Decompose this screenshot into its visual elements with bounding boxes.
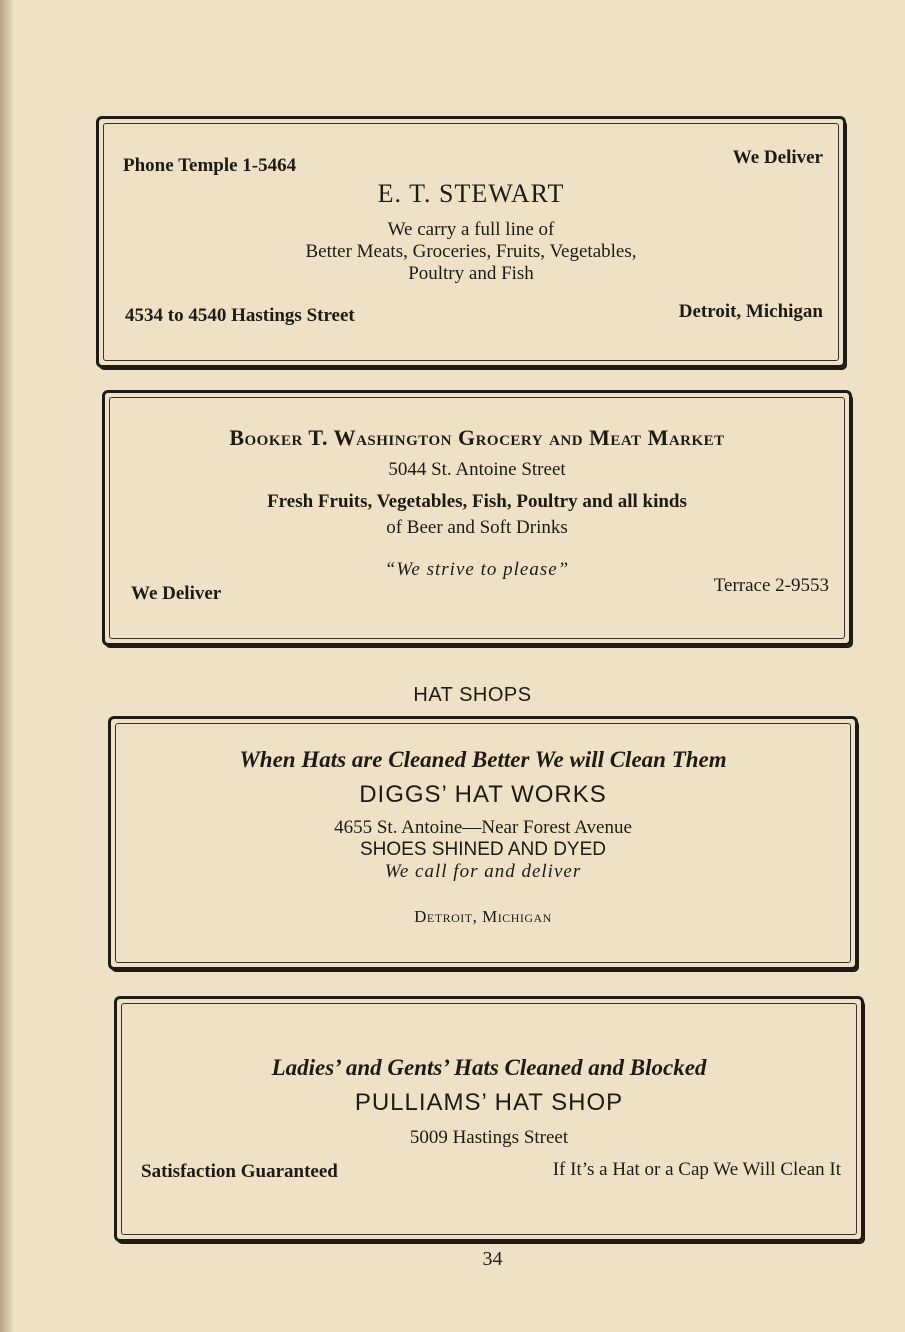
pulliams-ad xyxy=(114,996,864,1242)
pulliams-promise: If It’s a Hat or a Cap We Will Clean It xyxy=(552,1159,841,1180)
diggs-name: DIGGS’ HAT WORKS xyxy=(359,781,607,808)
pulliams-address: 5009 Hastings Street xyxy=(409,1127,569,1148)
stewart-phone: Phone Temple 1-5464 xyxy=(123,155,297,176)
booker-ad xyxy=(102,390,852,646)
diggs-city: Detroit, Michigan xyxy=(414,907,552,926)
stewart-name: E. T. STEWART xyxy=(377,179,565,208)
pulliams-slogan: Ladies’ and Gents’ Hats Cleaned and Blocked xyxy=(271,1055,707,1080)
section-heading: HAT SHOPS xyxy=(413,684,532,706)
page-binding-edge xyxy=(0,0,14,1332)
booker-line2: of Beer and Soft Drinks xyxy=(386,517,568,538)
stewart-line3: Poultry and Fish xyxy=(408,263,534,284)
booker-phone: Terrace 2-9553 xyxy=(713,575,829,596)
diggs-address: 4655 St. Antoine—Near Forest Avenue xyxy=(334,817,632,838)
booker-line1: Fresh Fruits, Vegetables, Fish, Poultry and all kinds xyxy=(267,491,687,512)
booker-name: Booker T. Washington Grocery and Meat Market xyxy=(229,425,725,450)
stewart-address: 4534 to 4540 Hastings Street xyxy=(125,305,355,326)
stewart-line1: We carry a full line of xyxy=(387,219,555,240)
diggs-ad xyxy=(108,716,858,970)
page-number: 34 xyxy=(482,1248,503,1270)
pulliams-name: PULLIAMS’ HAT SHOP xyxy=(354,1089,624,1116)
stewart-line2: Better Meats, Groceries, Fruits, Vegetables, xyxy=(305,241,637,262)
stewart-ad xyxy=(96,116,846,368)
booker-deliver: We Deliver xyxy=(131,583,222,604)
pulliams-guarantee: Satisfaction Guaranteed xyxy=(141,1161,338,1182)
stewart-deliver: We Deliver xyxy=(732,147,823,168)
booker-motto: “We strive to please” xyxy=(384,559,570,580)
booker-address: 5044 St. Antoine Street xyxy=(388,459,566,480)
diggs-call: We call for and deliver xyxy=(384,861,582,882)
diggs-slogan: When Hats are Cleaned Better We will Clean Them xyxy=(239,747,727,772)
stewart-city: Detroit, Michigan xyxy=(678,301,823,322)
diggs-service: SHOES SHINED AND DYED xyxy=(360,839,606,860)
